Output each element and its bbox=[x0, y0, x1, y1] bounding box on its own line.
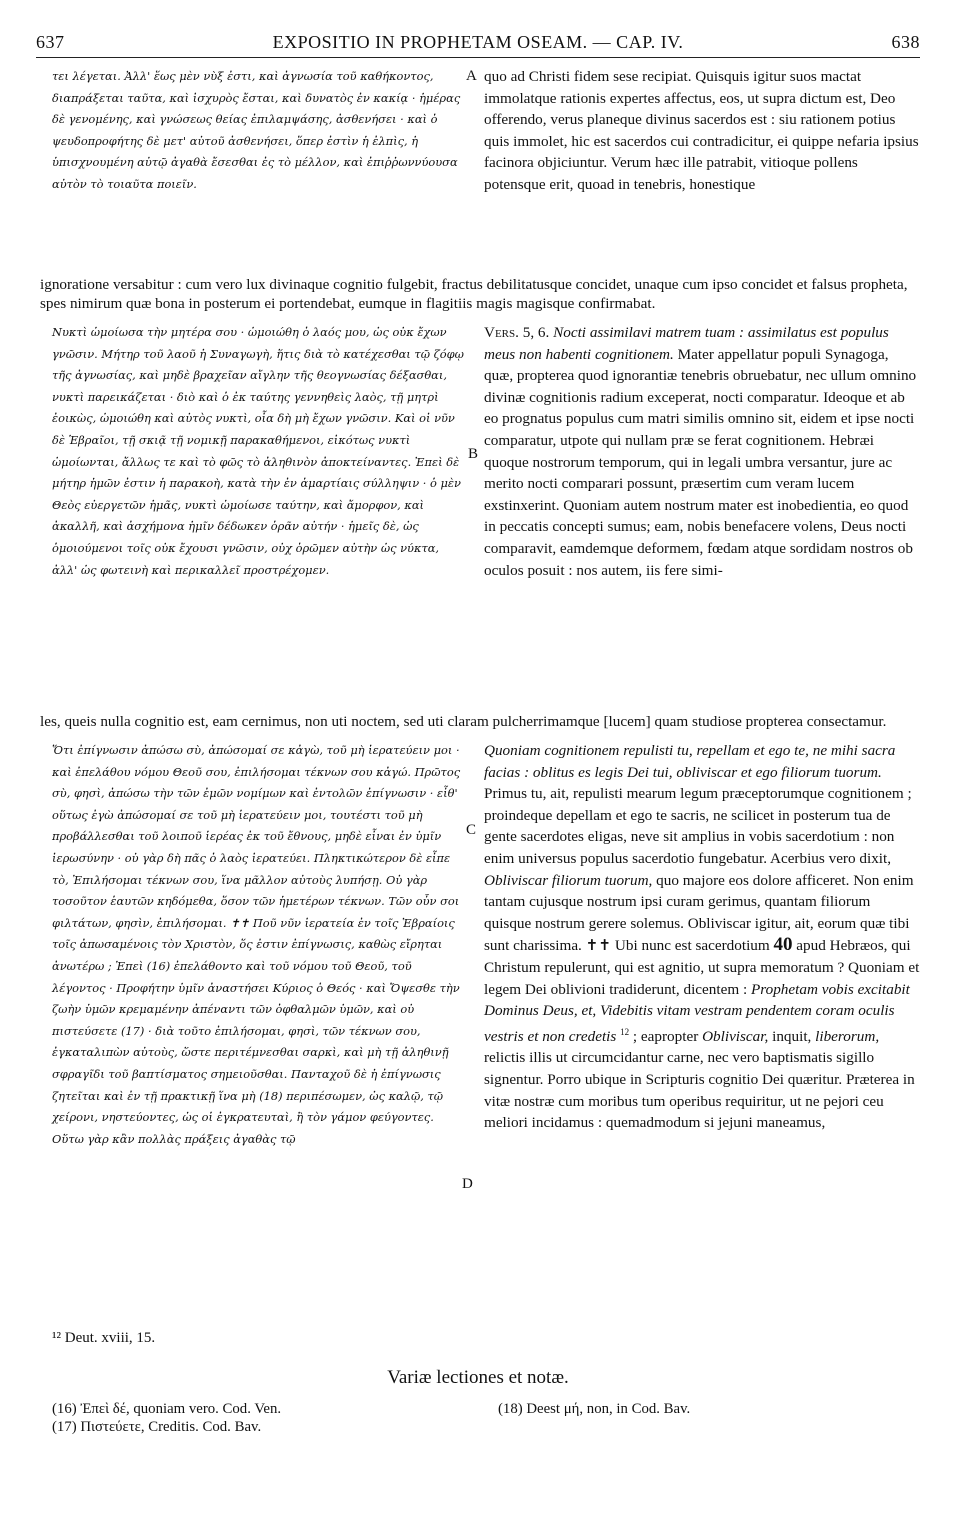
latin-column-block-1: quo ad Christi fidem sese recipiat. Quisquis igitur suos mactat immolatque rationis expertes affectus, eos, ut supra dictum est, Deo offerendo, verus planeque divinus sacerdos est : siu rationem potius quis immolet, hic est sacerdos cui contradicitur, ei quippe nefaria ipsius facinora objiciuntur. Verum hæc ille patrabit, vitioque pollens potensque erit, quoad in tenebris, honestique bbox=[484, 68, 919, 193]
latin-text-a: Primus tu, ait, repulisti mearum legum præceptorumque cognitionem ; proindeque depellam et ego te sacris, ne scilicet in posterum tua de gente sacerdotes eligas, neve sit amplius in vobis sacerdotium : non enim universus populus sacerdotio fungebatur. Acerbius vero dixit, bbox=[484, 785, 912, 867]
latin-italic-c: Prophetam vobis excitabit Dominus Deus, et, Videbitis vitam vestram pendentem coram oculis vestris et non credetis bbox=[484, 980, 910, 1045]
latin-commentary-2: Mater appellatur populi Synagoga, quæ, propterea quod ignorantiæ tenebris obruebatur, nec ullum omnino divinæ cognitionis radium exceperat, nocti comparatur. Ideoque et ab eo prognatus populus cum matri similis omnino sit, eidem et ipse nocti comparatur, utpote qui nullam præ se ferat cognitionem. Hebræi quoque nostrorum temporum, qui in legali umbra versantur, jure ac merito nocti comparari possunt, præsertim cum veram lucem exstinxerint. Quoniam autem nostrum mater est inobedientia, eo quod in peccatis concepti sumus; eam, nobis benefacere volens, Deus nocti comparavit, eamdemque deformem, fœdam atque sordidam nostros ob oculos posuit : nos autem, iis fere simi- bbox=[484, 345, 917, 579]
fullwidth-latin-block-1: ignoratione versabitur : cum vero lux divinaque cognitio fulgebit, fractus debilitatusque concidet, unaque cum ipso concidet et falsus propheta, spes nimirum quæ bona in posterum ei portendebat, eumque in flagitiis magis magisque confirmabat. bbox=[40, 276, 908, 313]
page-number-left: 637 bbox=[36, 32, 65, 52]
latin-column-block-2 bbox=[484, 322, 920, 581]
greek-column-block-1: τει λέγεται. Ἀλλ' ἕως μὲν νὺξ ἐστι, καὶ ἀγνωσία τοῦ καθήκοντος, διαπράξεται ταῦτα, καὶ ἰσχυρὸς ἔσται, καὶ δυνατὸς ἐν κακίᾳ · ἡμέρας δὲ γενομένης, καὶ γνώσεως θείας ἐπιλαμψάσης, ἀσθενήσει · καὶ ὁ ψευδοπροφήτης δὲ μετ' αὐτοῦ ἀσθενήσει, ὅπερ ἐστὶν ἡ ἐλπὶς, ἡ ὑπισχνουμένη αὐτῷ ἀγαθὰ ἔσεσθαι ἐς τὸ μέλλον, καὶ ἐπιῤῥωννύουσα αὐτὸν τὸ τοιαῦτα ποιεῖν. bbox=[52, 69, 461, 191]
latin-text-f: relictis illis ut circumcidantur carne, nec vero baptismatis sigillo signentur. Porro ubique in Scripturis cognitio Dei quæritur. Præterea in vitæ nostræ cum moribus tum operibus requiritur, ut ne pejori ceu meliori incidamus : quemadmodum si jejuni maneamus, bbox=[484, 1049, 915, 1132]
latin-italic-d: Obliviscar, bbox=[702, 1027, 769, 1045]
variant-note-16: (16) Ἐπεὶ δέ, quoniam vero. Cod. Ven. bbox=[52, 1401, 282, 1417]
footnote-deut: ¹² Deut. xviii, 15. bbox=[52, 1330, 156, 1346]
column-number-marker: 40 bbox=[773, 934, 793, 956]
margin-mark-c: C bbox=[466, 822, 477, 838]
running-title: EXPOSITIO IN PROPHETAM OSEAM. — CAP. IV. bbox=[272, 32, 684, 52]
variant-note-18: (18) Deest μή, non, in Cod. Bav. bbox=[498, 1401, 691, 1417]
margin-mark-d: D bbox=[462, 1176, 473, 1192]
margin-mark-b: B bbox=[468, 446, 479, 462]
verse-lemma: Nocti assimilavi matrem tuam : assimilatus est populus meus non habenti cognitionem. bbox=[484, 324, 889, 363]
lemma-quoniam: Quoniam cognitionem repulisti tu, repellam et ego te, ne mihi sacra facias : oblitus es legis Dei tui, obliviscar et ego filiorum tuorum. bbox=[484, 742, 896, 781]
latin-text-d: ; eapropter bbox=[632, 1027, 699, 1045]
variae-lectiones-title: Variæ lectiones et notæ. bbox=[387, 1367, 569, 1388]
margin-mark-a: A bbox=[466, 68, 477, 84]
page-number-right: 638 bbox=[891, 32, 920, 52]
latin-italic-e: liberorum, bbox=[815, 1027, 880, 1045]
header-rule bbox=[36, 57, 920, 58]
footnote-ref-12: 12 bbox=[620, 1026, 630, 1037]
greek-column-block-2: Νυκτὶ ὡμοίωσα τὴν μητέρα σου · ὡμοιώθη ὁ λαός μου, ὡς οὐκ ἔχων γνῶσιν. Μήτηρ τοῦ λαοῦ ἡ Συναγωγὴ, ἥτις διὰ τὸ κατέχεσθαι τῷ ζόφῳ τῆς ἀγνωσίας, καὶ μηδὲ βραχεῖαν αἴγλην τῆς θεογνωσίας δέξασθαι, νυκτὶ παρεικάζεται · διὸ καὶ ὁ ἐκ ταύτης γεννηθεὶς λαὸς, τῇ μητρὶ ἐοικὼς, ὡμοιώθη καὶ αὐτὸς νυκτὶ, οἷα δὴ μὴ ἔχων γνῶσιν. Καὶ οἱ νῦν δὲ Ἑβραῖοι, τῇ σκιᾷ τῇ νομικῇ παρακαθήμενοι, εἰκότως νυκτὶ ὡμοίωνται, ἄλλως τε καὶ τὸ φῶς τὸ ἀληθινὸν ἀποκτείναντες. Ἐπεὶ δὲ μήτηρ ἡμῶν ἐστιν ἡ παρακοὴ, κατὰ τὴν ἐν ἁμαρτίαις σύλληψιν · ὁ μὲν Θεὸς εὐεργετῶν ἡμᾶς, νυκτὶ ὡμοίωσε ταύτην, καὶ ἄμορφον, καὶ ἀκαλλῆ, καὶ ἀσχήμονα ἡμῖν δέδωκεν ὁρᾶν αὐτήν · ἡμεῖς δὲ, ὡς ὁμοιούμενοι τοῖς οὐκ ἔχουσι γνῶσιν, οὐχ ὁρῶμεν αὐτὴν ὡς νύκτα, ἀλλ' ὡς φωτεινὴ καὶ περικαλλεῖ προστρέχομεν. bbox=[52, 325, 464, 577]
variant-note-17: (17) Πιστεύετε, Creditis. Cod. Bav. bbox=[52, 1419, 262, 1435]
verse-number: Vers. 5, 6. bbox=[484, 324, 550, 341]
latin-italic-a: Obliviscar filiorum tuorum, bbox=[484, 871, 653, 889]
latin-text-b: quo majore eos dolore afficeret. Non enim tantam cujusque nostrum ipsi curam gerimus, quantam filiorum quisque nostrum gerere solemus. Obliviscar igitur, ait, eorum quæ tibi sunt charissima. ✝✝ Ubi nunc est sacerdotium bbox=[484, 871, 914, 955]
latin-column-block-3 bbox=[484, 740, 920, 1134]
latin-text-c: apud Hebræos, qui Christum repulerunt, qui est agnitio, ut supra memoratum ? Quoniam et legem Dei oblivioni tradiderunt, dicentem : bbox=[484, 937, 920, 998]
greek-column-block-3: Ὅτι ἐπίγνωσιν ἀπώσω σὺ, ἀπώσομαί σε κἀγὼ, τοῦ μὴ ἱερατεύειν μοι · καὶ ἐπελάθου νόμου Θεοῦ σου, ἐπιλήσομαι τέκνων σου κἀγώ. Πρῶτος σὺ, φησὶ, ἀπώσω τὴν τῶν ἐμῶν νομίμων καὶ ἐντολῶν ἐπίγνωσιν · εἶθ' οὕτως ἐγὼ ἀπώσομαί σε τοῦ μὴ ἱερατεύειν μοι, τουτέστι τοῦ μὴ προβάλλεσθαι τοῦ λοιποῦ ἱερέας ἐκ τοῦ ἔθνους, μηδὲ εἶναι ἐν ὑμῖν ἱερωσύνην · οὐ γὰρ δὴ πᾶς ὁ λαὸς ἱερατεύει. Πληκτικώτερον δὲ εἶπε τὸ, Ἐπιλήσομαι τέκνων σου, ἵνα μᾶλλον αὐτοὺς λυπήσῃ. Οὐ γὰρ τοσοῦτον ἑαυτῶν κηδόμεθα, ὅσον τῶν ἡμετέρων τέκνων. Τῶν οὖν σοι φιλτάτων, φησὶν, ἐπιλήσομαι. ✝✝ Ποῦ νῦν ἱερατεία ἐν τοῖς Ἑβραίοις τοῖς ἀπωσαμένοις τὸν Χριστὸν, ὅς ἐστιν ἐπίγνωσις, καθὼς εἴρηται ἀνωτέρω ; Ἐπεὶ (16) ἐπελάθοντο καὶ τοῦ νόμου τοῦ Θεοῦ, τοῦ λέγοντος · Προφήτην ὑμῖν ἀναστήσει Κύριος ὁ Θεός · καὶ Ὄψεσθε τὴν ζωὴν ὑμῶν κρεμαμένην ἀπέναντι τῶν ὀφθαλμῶν ὑμῶν, καὶ οὐ πιστεύσετε (17) · διὰ τοῦτο ἐπιλήσομαι, φησὶ, τῶν τέκνων σου, ἐγκαταλιπὼν αὐτοὺς, ὥστε περιτέμνεσθαι σαρκὶ, καὶ μὴ τῇ ἀληθινῇ σφραγῖδι τοῦ βαπτίσματος σημειοῦσθαι. Πανταχοῦ δὲ ἡ ἐπίγνωσις ζητεῖται καὶ ἐν τῇ πρακτικῇ ἵνα μὴ (18) περιπέσωμεν, ὡς καλῷ, τῷ χείρονι, νηστεύοντες, ὡς οἱ ἐγκρατευταὶ, ἢ τὸν γάμον φεύγοντες. Οὕτω γὰρ κἂν πολλὰς πράξεις ἀγαθὰς τῷ bbox=[52, 743, 461, 1146]
latin-text-e: inquit, bbox=[772, 1027, 812, 1045]
running-header bbox=[36, 32, 920, 56]
fullwidth-latin-block-2: les, queis nulla cognitio est, eam cernimus, non uti noctem, sed uti claram pulcherrimamque [lucem] quam studiose propterea consectamur. bbox=[40, 713, 887, 731]
